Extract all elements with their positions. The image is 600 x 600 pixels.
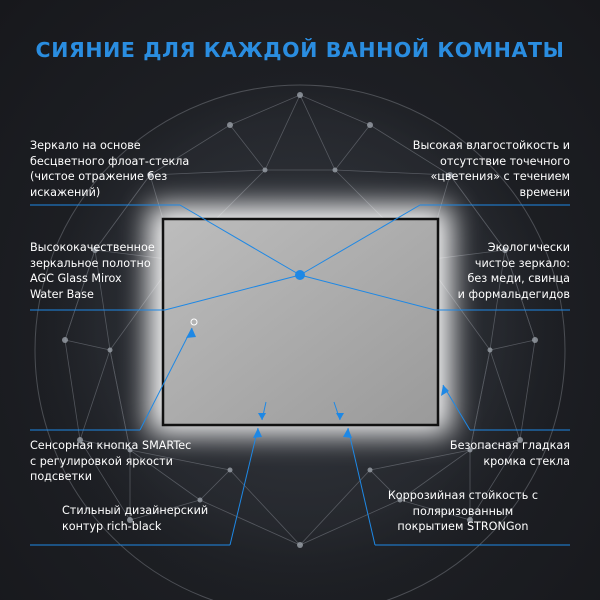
label-contour: Стильный дизайнерский контур rich-black: [62, 504, 209, 533]
page-title: СИЯНИЕ ДЛЯ КАЖДОЙ ВАННОЙ КОМНАТЫ: [35, 38, 565, 62]
label-eco: Экологически чистое зеркало: без меди, свинца и формальдегидов: [457, 241, 570, 301]
label-sensor: Сенсорная кнопка SMARTec с регулировкой яркости подсветки: [30, 439, 192, 483]
label-float-glass: Зеркало на основе бесцветного флоат-стекла (чистое отражение без искажений): [30, 139, 190, 199]
label-moisture: Высокая влагостойкость и отсутствие точечного «цветения» с течением времени: [412, 139, 570, 199]
label-agc: Высококачественное зеркальное полотно AGC Glass Mirox Water Base: [30, 241, 155, 301]
mirror: [163, 219, 438, 425]
label-corrosion: Коррозийная стойкость с поляризованным покрытием STRONGon: [387, 489, 538, 533]
label-edge: Безопасная гладкая кромка стекла: [449, 439, 570, 468]
callout-center-dot: [295, 270, 305, 280]
